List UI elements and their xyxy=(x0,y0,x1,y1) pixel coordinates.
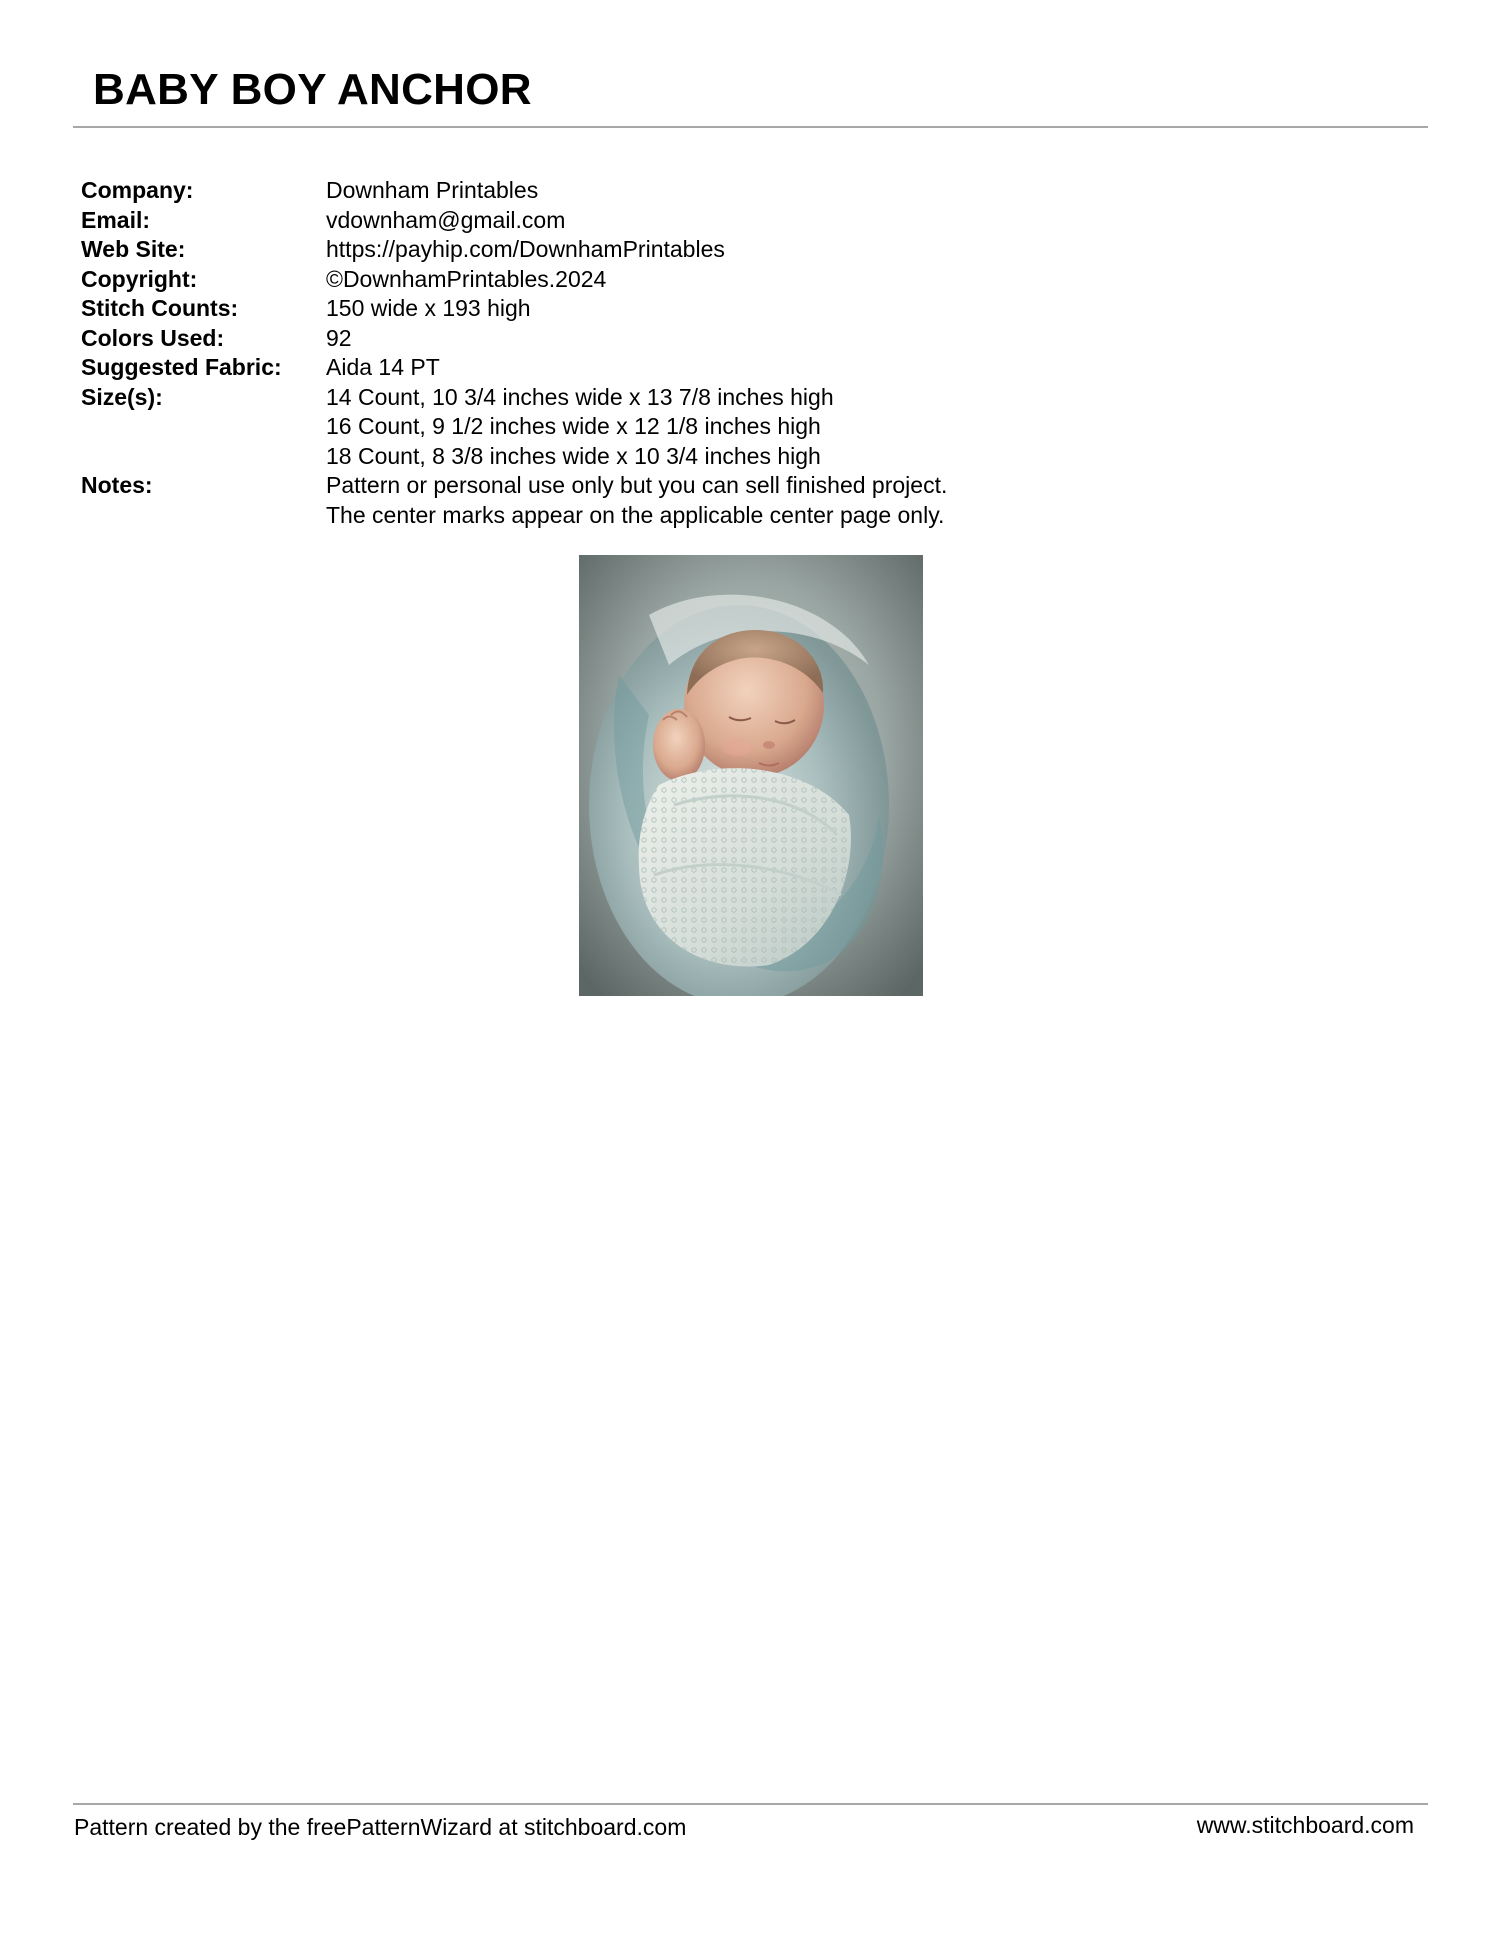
info-row-company xyxy=(81,176,947,206)
fabric-label: Suggested Fabric: xyxy=(81,354,282,380)
fabric-value: Aida 14 PT xyxy=(326,354,440,380)
company-value: Downham Printables xyxy=(326,177,539,203)
pattern-info-table xyxy=(81,176,947,530)
stitch-counts-value: 150 wide x 193 high xyxy=(326,295,531,321)
info-row-website xyxy=(81,235,947,265)
website-value: https://payhip.com/DownhamPrintables xyxy=(326,236,725,262)
footer-website: www.stitchboard.com xyxy=(1196,1812,1414,1838)
footer-credit: Pattern created by the freePatternWizard at stitchboard.com xyxy=(74,1814,687,1840)
sizes-values xyxy=(326,383,947,472)
info-row-notes xyxy=(81,471,947,530)
size-line: 14 Count, 10 3/4 inches wide x 13 7/8 inches high xyxy=(326,383,834,410)
notes-values xyxy=(326,471,947,530)
info-row-sizes xyxy=(81,383,947,472)
note-line: Pattern or personal use only but you can sell finished project. xyxy=(326,472,948,498)
info-row-email xyxy=(81,206,947,236)
website-label: Web Site: xyxy=(81,236,186,262)
footer-divider xyxy=(73,1803,1428,1805)
copyright-label: Copyright: xyxy=(81,265,198,292)
note-line: The center marks appear on the applicable center page only. xyxy=(326,501,945,528)
page-title: BABY BOY ANCHOR xyxy=(93,65,532,114)
stitch-counts-label: Stitch Counts: xyxy=(81,295,239,321)
copyright-value: ©DownhamPrintables.2024 xyxy=(326,265,607,292)
sleeping-baby-illustration xyxy=(579,555,923,996)
colors-used-label: Colors Used: xyxy=(81,324,225,351)
info-row-stitch-counts xyxy=(81,294,947,324)
info-row-copyright xyxy=(81,265,947,295)
sizes-label: Size(s): xyxy=(81,383,163,410)
colors-used-value: 92 xyxy=(326,324,352,351)
notes-label: Notes: xyxy=(81,472,153,498)
email-label: Email: xyxy=(81,206,151,233)
size-line: 16 Count, 9 1/2 inches wide x 12 1/8 inches high xyxy=(326,413,821,439)
pattern-preview-image xyxy=(579,555,923,996)
info-row-colors-used xyxy=(81,324,947,354)
size-line: 18 Count, 8 3/8 inches wide x 10 3/4 inches high xyxy=(326,442,821,469)
info-row-fabric xyxy=(81,353,947,383)
email-value: vdownham@gmail.com xyxy=(326,206,566,233)
header-divider xyxy=(73,126,1428,128)
company-label: Company: xyxy=(81,177,194,203)
